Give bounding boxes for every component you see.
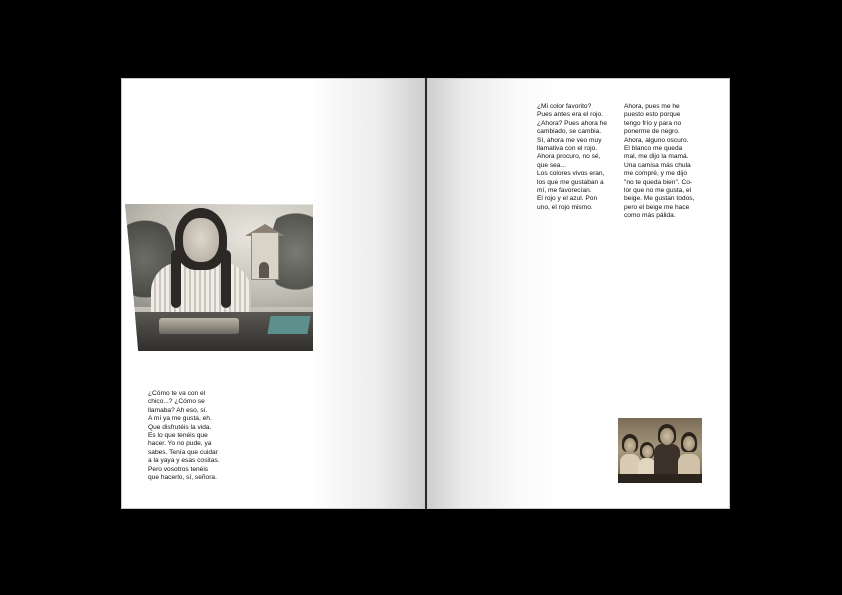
family-photo — [618, 418, 702, 483]
left-page — [121, 78, 425, 509]
left-page-text: ¿Cómo te va con el chico...? ¿Cómo se llamaba? Ah eso, sí. A mí ya me gusta, eh. Que disfrutéis la vida. Es lo que tenéis que hacer. Yo no pude, ya sabes. Tenía que cuidar a la yaya y esas cositas. Pero vosotros tenéis que hacerlo, sí, señora. — [148, 390, 220, 482]
right-page-text-column-2: Ahora, pues me he puesto esto porque tengo frío y para no ponerme de negro. Ahora, alguno oscuro. El blanco me queda mal, me dijo la mamá. Una camisa más chula me compré, y me dijo "no te queda bien". Co- lor que no me gusta, el beige. Me gustan todos, pero el beige me hace como más pálida. — [624, 103, 695, 220]
girl-portrait-photo — [125, 204, 313, 351]
right-page — [427, 78, 730, 509]
right-page-text-column-1: ¿Mi color favorito? Pues antes era el rojo. ¿Ahora? Pues ahora he cambiado, se cambia. Sí, ahora me veo muy llamativa con el rojo. Ahora procuro, no sé, que sea... Los colores vivos eran, los que me gustaban a mí, me favorecían. El rojo y el azul. Pon uno, el rojo mismo. — [537, 103, 608, 211]
